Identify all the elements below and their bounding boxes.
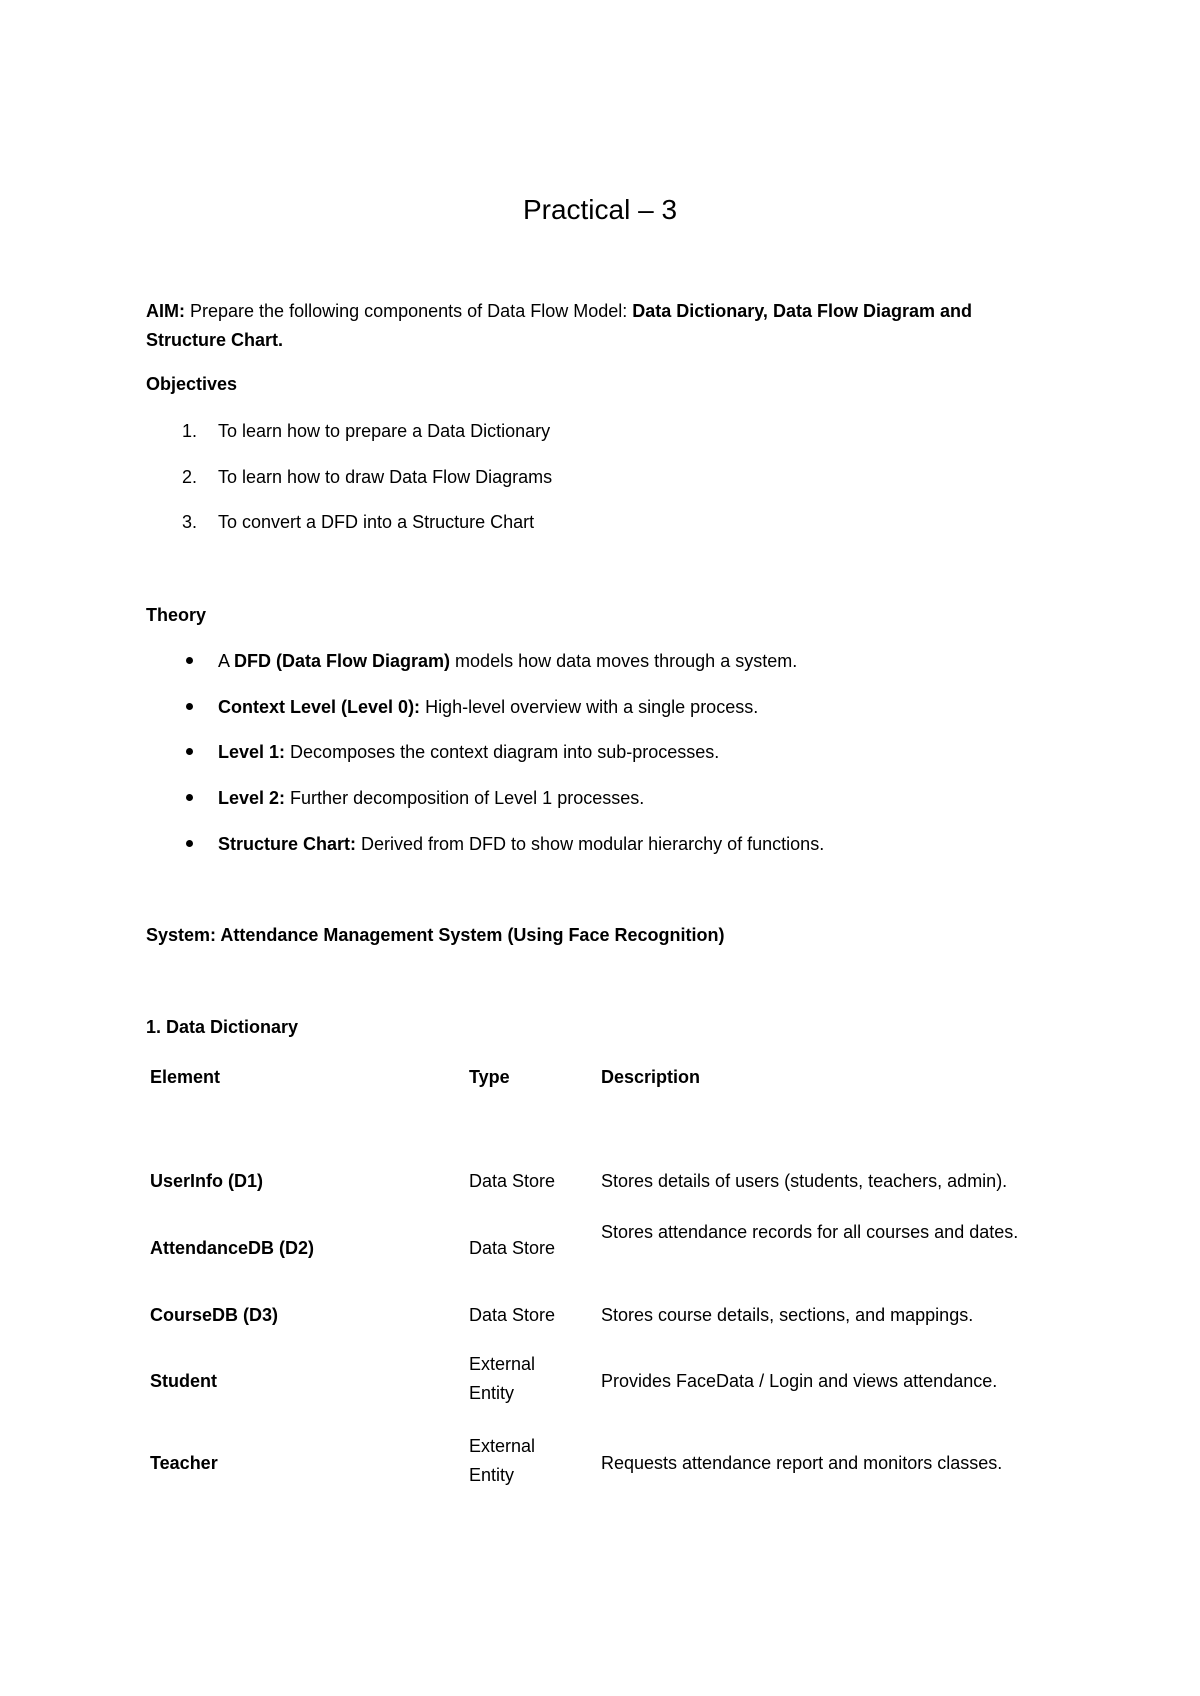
objective-number: 1. [182, 421, 198, 441]
table-header-description: Description [601, 1067, 701, 1087]
theory-item [218, 786, 644, 810]
theory-item-term: Structure Chart: [218, 834, 357, 854]
objective-number: 3. [182, 512, 198, 532]
objective-item: To learn how to draw Data Flow Diagrams [218, 467, 553, 487]
theory-heading: Theory [146, 605, 207, 625]
theory-item [218, 695, 758, 719]
table-cell-type: Data Store [469, 1305, 556, 1325]
bullet-icon [186, 840, 193, 847]
objective-item: To convert a DFD into a Structure Chart [218, 512, 535, 532]
table-cell-description: Stores attendance records for all courses and dates. [601, 1222, 1019, 1242]
bullet-icon [186, 703, 193, 710]
aim-label: AIM: [146, 301, 185, 321]
table-cell-type: Data Store [469, 1238, 556, 1258]
theory-item-prefix: A [218, 651, 235, 671]
table-header-element: Element [150, 1067, 221, 1087]
aim-paragraph [146, 297, 1046, 355]
bullet-icon [186, 657, 193, 664]
table-cell-type: External Entity [469, 1354, 536, 1403]
data-dictionary-heading: 1. Data Dictionary [146, 1017, 299, 1037]
table-cell-type: Data Store [469, 1171, 556, 1191]
theory-item-term: DFD (Data Flow Diagram) [234, 651, 451, 671]
theory-item [218, 832, 824, 856]
table-cell-type: External Entity [469, 1436, 536, 1485]
theory-item-term: Level 1: [218, 742, 286, 762]
table-cell-element: UserInfo (D1) [150, 1171, 264, 1191]
objective-item: To learn how to prepare a Data Dictionary [218, 421, 551, 441]
table-cell-element: AttendanceDB (D2) [150, 1238, 315, 1258]
table-cell-description: Provides FaceData / Login and views attendance. [601, 1371, 998, 1391]
table-cell-description: Requests attendance report and monitors classes. [601, 1453, 1003, 1473]
bullet-icon [186, 794, 193, 801]
page-title: Practical – 3 [522, 194, 678, 225]
theory-item-term: Level 2: [218, 788, 286, 808]
table-cell-description: Stores course details, sections, and mappings. [601, 1305, 974, 1325]
aim-text: Prepare the following components of Data Flow Model: [185, 301, 633, 321]
table-cell-element: Student [150, 1371, 217, 1391]
table-cell-element: CourseDB (D3) [150, 1305, 279, 1325]
objectives-heading: Objectives [146, 374, 238, 394]
table-cell-element: Teacher [150, 1453, 218, 1473]
theory-item [218, 649, 797, 673]
theory-item-term: Context Level (Level 0): [218, 697, 421, 717]
theory-item [218, 740, 719, 764]
objective-number: 2. [182, 467, 198, 487]
theory-item-text: Derived from DFD to show modular hierarchy of functions. [356, 834, 825, 854]
aim-components: Data Dictionary, Data Flow Diagram and Structure Chart [146, 301, 972, 350]
system-heading: System: Attendance Management System (Using Face Recognition) [146, 925, 725, 945]
bullet-icon [186, 748, 193, 755]
theory-item-text: High-level overview with a single process. [420, 697, 759, 717]
aim-end: . [278, 330, 284, 350]
table-header-type: Type [469, 1067, 510, 1087]
table-cell-description: Stores details of users (students, teachers, admin). [601, 1171, 1008, 1191]
theory-item-text: Decomposes the context diagram into sub-processes. [285, 742, 720, 762]
theory-item-text: models how data moves through a system. [450, 651, 798, 671]
theory-item-text: Further decomposition of Level 1 processes. [285, 788, 645, 808]
